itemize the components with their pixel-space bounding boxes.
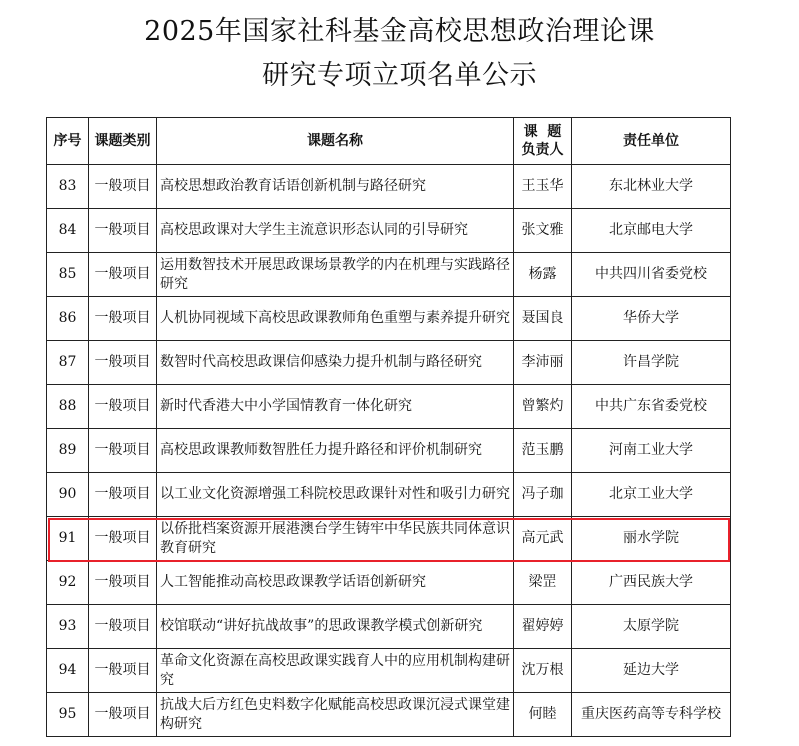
header-person-line-2: 负责人 [521, 142, 564, 158]
cell-person: 翟婷婷 [514, 605, 572, 649]
cell-unit: 河南工业大学 [572, 429, 731, 473]
cell-seq: 91 [47, 517, 89, 561]
cell-category: 一般项目 [89, 561, 157, 605]
cell-unit: 东北林业大学 [572, 165, 731, 209]
cell-category: 一般项目 [89, 473, 157, 517]
cell-person: 范玉鹏 [514, 429, 572, 473]
cell-title: 新时代香港大中小学国情教育一体化研究 [157, 385, 514, 429]
cell-title: 高校思政课对大学生主流意识形态认同的引导研究 [157, 209, 514, 253]
cell-unit: 太原学院 [572, 605, 731, 649]
cell-category: 一般项目 [89, 341, 157, 385]
header-unit: 责任单位 [572, 118, 731, 165]
document-title-line-1: 2025年国家社科基金高校思想政治理论课 [144, 16, 655, 47]
cell-title: 人机协同视域下高校思政课教师角色重塑与素养提升研究 [157, 297, 514, 341]
cell-category: 一般项目 [89, 605, 157, 649]
cell-title: 以工业文化资源增强工科院校思政课针对性和吸引力研究 [157, 473, 514, 517]
table-row-highlighted [47, 517, 731, 561]
cell-title: 数智时代高校思政课信仰感染力提升机制与路径研究 [157, 341, 514, 385]
cell-person: 高元武 [514, 517, 572, 561]
cell-title: 校馆联动“讲好抗战故事”的思政课教学模式创新研究 [157, 605, 514, 649]
table-row [47, 693, 731, 737]
cell-unit: 中共四川省委党校 [572, 253, 731, 297]
table-row [47, 209, 731, 253]
cell-person: 梁罡 [514, 561, 572, 605]
cell-title: 人工智能推动高校思政课教学话语创新研究 [157, 561, 514, 605]
header-person-line-1: 课 题 [523, 124, 562, 140]
cell-title: 革命文化资源在高校思政课实践育人中的应用机制构建研究 [157, 649, 514, 693]
cell-unit: 华侨大学 [572, 297, 731, 341]
cell-seq: 93 [47, 605, 89, 649]
cell-unit: 北京邮电大学 [572, 209, 731, 253]
cell-title: 以侨批档案资源开展港澳台学生铸牢中华民族共同体意识教育研究 [157, 517, 514, 561]
cell-title: 运用数智技术开展思政课场景教学的内在机理与实践路径研究 [157, 253, 514, 297]
cell-person: 何睦 [514, 693, 572, 737]
cell-seq: 86 [47, 297, 89, 341]
table-header-row [47, 118, 731, 165]
cell-category: 一般项目 [89, 693, 157, 737]
project-list-table [46, 117, 731, 737]
cell-unit: 许昌学院 [572, 341, 731, 385]
cell-person: 王玉华 [514, 165, 572, 209]
table-row [47, 341, 731, 385]
cell-unit: 延边大学 [572, 649, 731, 693]
table-row [47, 165, 731, 209]
cell-seq: 84 [47, 209, 89, 253]
cell-person: 李沛丽 [514, 341, 572, 385]
header-person [514, 118, 572, 165]
cell-person: 沈万根 [514, 649, 572, 693]
cell-category: 一般项目 [89, 297, 157, 341]
cell-person: 冯子珈 [514, 473, 572, 517]
cell-seq: 92 [47, 561, 89, 605]
cell-unit: 北京工业大学 [572, 473, 731, 517]
cell-category: 一般项目 [89, 649, 157, 693]
cell-unit: 重庆医药高等专科学校 [572, 693, 731, 737]
cell-title: 高校思想政治教育话语创新机制与路径研究 [157, 165, 514, 209]
cell-category: 一般项目 [89, 165, 157, 209]
cell-category: 一般项目 [89, 517, 157, 561]
cell-category: 一般项目 [89, 429, 157, 473]
cell-title: 高校思政课教师数智胜任力提升路径和评价机制研究 [157, 429, 514, 473]
header-category: 课题类别 [89, 118, 157, 165]
cell-person: 聂国良 [514, 297, 572, 341]
cell-person: 杨露 [514, 253, 572, 297]
cell-seq: 85 [47, 253, 89, 297]
cell-unit: 中共广东省委党校 [572, 385, 731, 429]
cell-seq: 95 [47, 693, 89, 737]
cell-unit: 丽水学院 [572, 517, 731, 561]
table-row [47, 385, 731, 429]
table-row [47, 605, 731, 649]
cell-unit: 广西民族大学 [572, 561, 731, 605]
cell-title: 抗战大后方红色史料数字化赋能高校思政课沉浸式课堂建构研究 [157, 693, 514, 737]
cell-seq: 87 [47, 341, 89, 385]
cell-seq: 90 [47, 473, 89, 517]
table-row [47, 561, 731, 605]
cell-seq: 94 [47, 649, 89, 693]
document-title-line-2: 研究专项立项名单公示 [262, 60, 537, 91]
table-row [47, 429, 731, 473]
table-row [47, 649, 731, 693]
header-title: 课题名称 [157, 118, 514, 165]
cell-seq: 83 [47, 165, 89, 209]
table-row [47, 473, 731, 517]
cell-category: 一般项目 [89, 209, 157, 253]
header-seq: 序号 [47, 118, 89, 165]
cell-category: 一般项目 [89, 253, 157, 297]
cell-person: 曾繁灼 [514, 385, 572, 429]
table-row [47, 297, 731, 341]
cell-person: 张文雅 [514, 209, 572, 253]
cell-category: 一般项目 [89, 385, 157, 429]
table-row [47, 253, 731, 297]
cell-seq: 89 [47, 429, 89, 473]
cell-seq: 88 [47, 385, 89, 429]
